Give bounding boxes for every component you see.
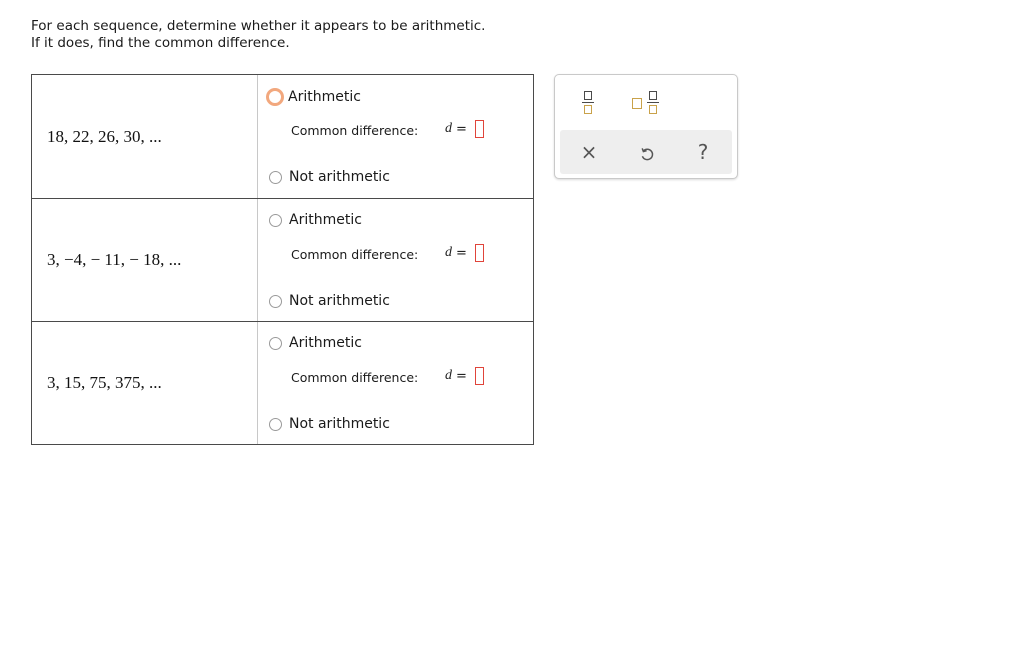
- common-difference-label: Common difference:: [291, 370, 419, 385]
- option-not-arithmetic-3[interactable]: [269, 416, 390, 432]
- tool-action-bar: [560, 130, 732, 174]
- fraction-button[interactable]: [579, 89, 597, 117]
- d-variable: d: [445, 245, 452, 260]
- problem-row-3: [32, 321, 533, 444]
- sequence-text: 18, 22, 26, 30, ...: [47, 126, 162, 146]
- problem-row-2: [32, 198, 533, 321]
- close-icon: ×: [580, 140, 598, 164]
- option-arithmetic-2[interactable]: [269, 212, 362, 228]
- radio-not-arithmetic-3[interactable]: [269, 418, 282, 431]
- option-label: Not arithmetic: [289, 416, 390, 432]
- help-icon: ?: [697, 140, 709, 164]
- mixed-number-button[interactable]: [630, 89, 662, 117]
- option-arithmetic-1[interactable]: [269, 88, 361, 106]
- instructions-line-2: If it does, find the common difference.: [31, 35, 290, 51]
- option-label: Arithmetic: [288, 89, 361, 105]
- common-difference-entry-3: [445, 367, 484, 385]
- equals-sign: =: [456, 245, 467, 261]
- common-difference-label: Common difference:: [291, 247, 419, 262]
- math-tool-panel: [554, 74, 738, 179]
- option-not-arithmetic-1[interactable]: [269, 169, 390, 185]
- radio-not-arithmetic-2[interactable]: [269, 295, 282, 308]
- sequence-cell: [32, 199, 258, 321]
- equals-sign: =: [456, 121, 467, 137]
- common-difference-entry-2: [445, 244, 484, 262]
- clear-button[interactable]: [569, 130, 609, 174]
- instructions: [31, 18, 485, 52]
- sequence-cell: [32, 322, 258, 444]
- option-label: Arithmetic: [289, 212, 362, 228]
- common-difference-label: Common difference:: [291, 123, 419, 138]
- d-variable: d: [445, 121, 452, 136]
- d-variable: d: [445, 368, 452, 383]
- radio-arithmetic-3[interactable]: [269, 337, 282, 350]
- equals-sign: =: [456, 368, 467, 384]
- radio-arithmetic-1[interactable]: [266, 88, 284, 106]
- option-not-arithmetic-2[interactable]: [269, 293, 390, 309]
- problem-row-1: [32, 75, 533, 198]
- option-label: Not arithmetic: [289, 169, 390, 185]
- sequence-text: 3, −4, − 11, − 18, ...: [47, 250, 182, 269]
- option-arithmetic-3[interactable]: [269, 335, 362, 351]
- instructions-line-1: For each sequence, determine whether it appears to be arithmetic.: [31, 18, 486, 34]
- common-difference-input-3[interactable]: [475, 367, 484, 385]
- radio-arithmetic-2[interactable]: [269, 214, 282, 227]
- common-difference-input-2[interactable]: [475, 244, 484, 262]
- sequence-cell: [32, 75, 258, 198]
- undo-button[interactable]: [627, 130, 667, 174]
- problem-table: [31, 74, 534, 445]
- help-button[interactable]: [683, 130, 723, 174]
- option-label: Not arithmetic: [289, 293, 390, 309]
- radio-not-arithmetic-1[interactable]: [269, 171, 282, 184]
- sequence-text: 3, 15, 75, 375, ...: [47, 373, 162, 392]
- option-label: Arithmetic: [289, 335, 362, 351]
- common-difference-input-1[interactable]: [475, 120, 484, 138]
- common-difference-entry-1: [445, 120, 484, 138]
- undo-icon: [639, 140, 655, 164]
